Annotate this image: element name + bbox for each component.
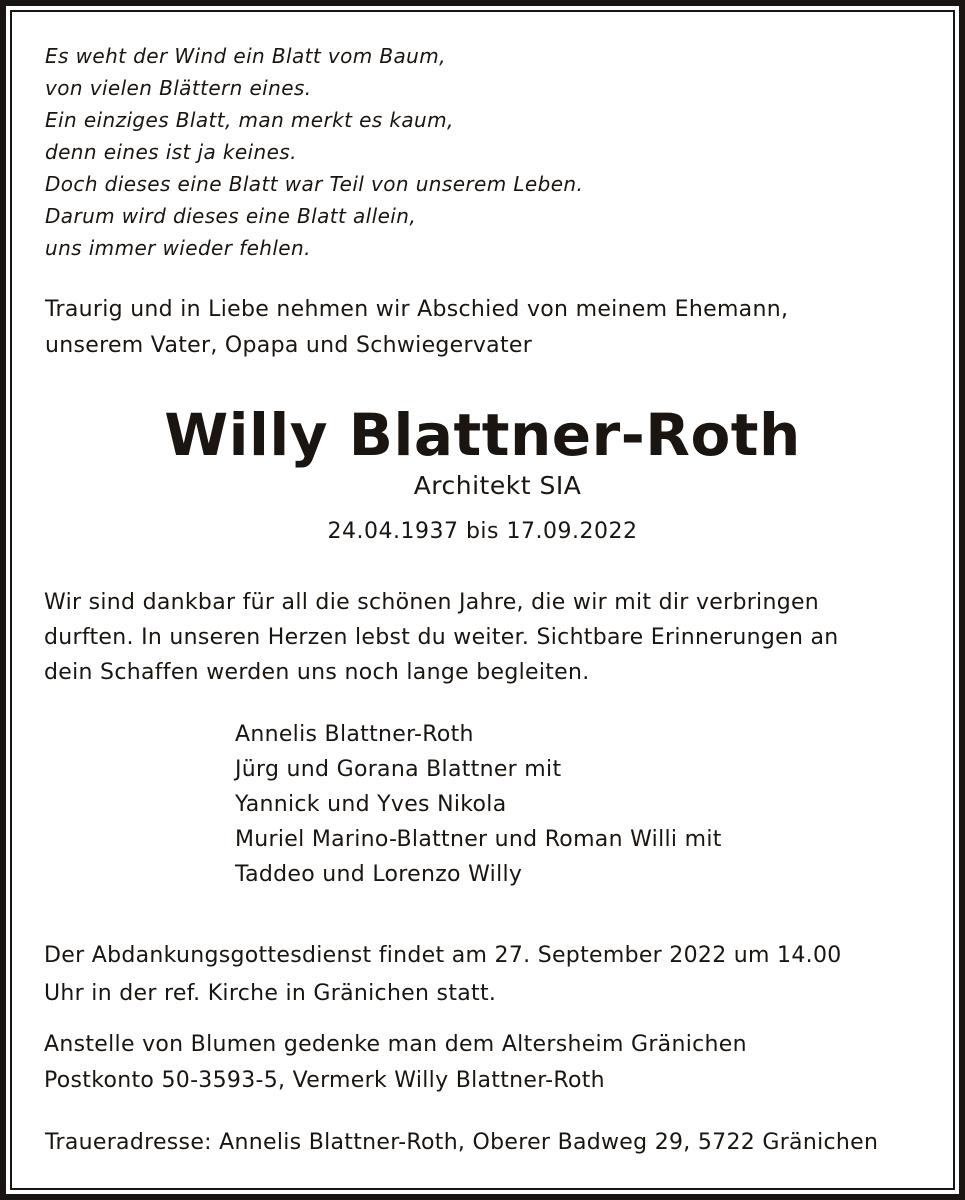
intro-text — [45, 292, 788, 364]
intro-line: Traurig und in Liebe nehmen wir Abschied von meinem Ehemann, — [45, 297, 789, 322]
family-member: Yannick und Yves Nikola — [235, 792, 507, 817]
poem-line: Es weht der Wind ein Blatt vom Baum, — [45, 44, 446, 68]
donation-line: Postkonto 50-3593-5, Vermerk Willy Blattner-Roth — [44, 1068, 605, 1093]
family-member: Annelis Blattner-Roth — [235, 722, 474, 747]
gratitude-line: durften. In unseren Herzen lebst du weiter. Sichtbare Erinnerungen an — [44, 625, 839, 650]
poem-line: uns immer wieder fehlen. — [45, 236, 311, 260]
gratitude-line: Wir sind dankbar für all die schönen Jahre, die wir mit dir verbringen — [44, 590, 820, 615]
deceased-name: Willy Blattner-Roth — [164, 401, 801, 469]
service-line: Der Abdankungsgottesdienst findet am 27. September 2022 um 14.00 — [44, 943, 842, 968]
poem-line: Ein einziges Blatt, man merkt es kaum, — [45, 108, 454, 132]
life-dates: 24.04.1937 bis 17.09.2022 — [327, 519, 638, 544]
family-member: Jürg und Gorana Blattner mit — [235, 757, 562, 782]
poem-line: von vielen Blättern eines. — [45, 76, 312, 100]
mourning-address: Traueradresse: Annelis Blattner-Roth, Oberer Badweg 29, 5722 Gränichen — [45, 1130, 879, 1155]
poem-line: denn eines ist ja keines. — [45, 140, 297, 164]
family-member: Taddeo und Lorenzo Willy — [235, 862, 523, 887]
service-notice — [44, 937, 842, 1013]
donation-line: Anstelle von Blumen gedenke man dem Altersheim Gränichen — [44, 1032, 747, 1057]
poem-line: Doch dieses eine Blatt war Teil von unserem Leben. — [45, 172, 584, 196]
service-line: Uhr in der ref. Kirche in Gränichen statt. — [44, 981, 497, 1006]
intro-line: unserem Vater, Opapa und Schwiegervater — [45, 333, 533, 358]
donation-notice — [44, 1027, 747, 1099]
family-member: Muriel Marino-Blattner und Roman Willi mit — [235, 827, 722, 852]
gratitude-line: dein Schaffen werden uns noch lange begleiten. — [44, 660, 590, 685]
poem — [45, 40, 583, 264]
family-list — [235, 717, 722, 892]
deceased-profession: Architekt SIA — [413, 471, 582, 500]
gratitude-text — [44, 585, 839, 690]
poem-line: Darum wird dieses eine Blatt allein, — [45, 204, 417, 228]
